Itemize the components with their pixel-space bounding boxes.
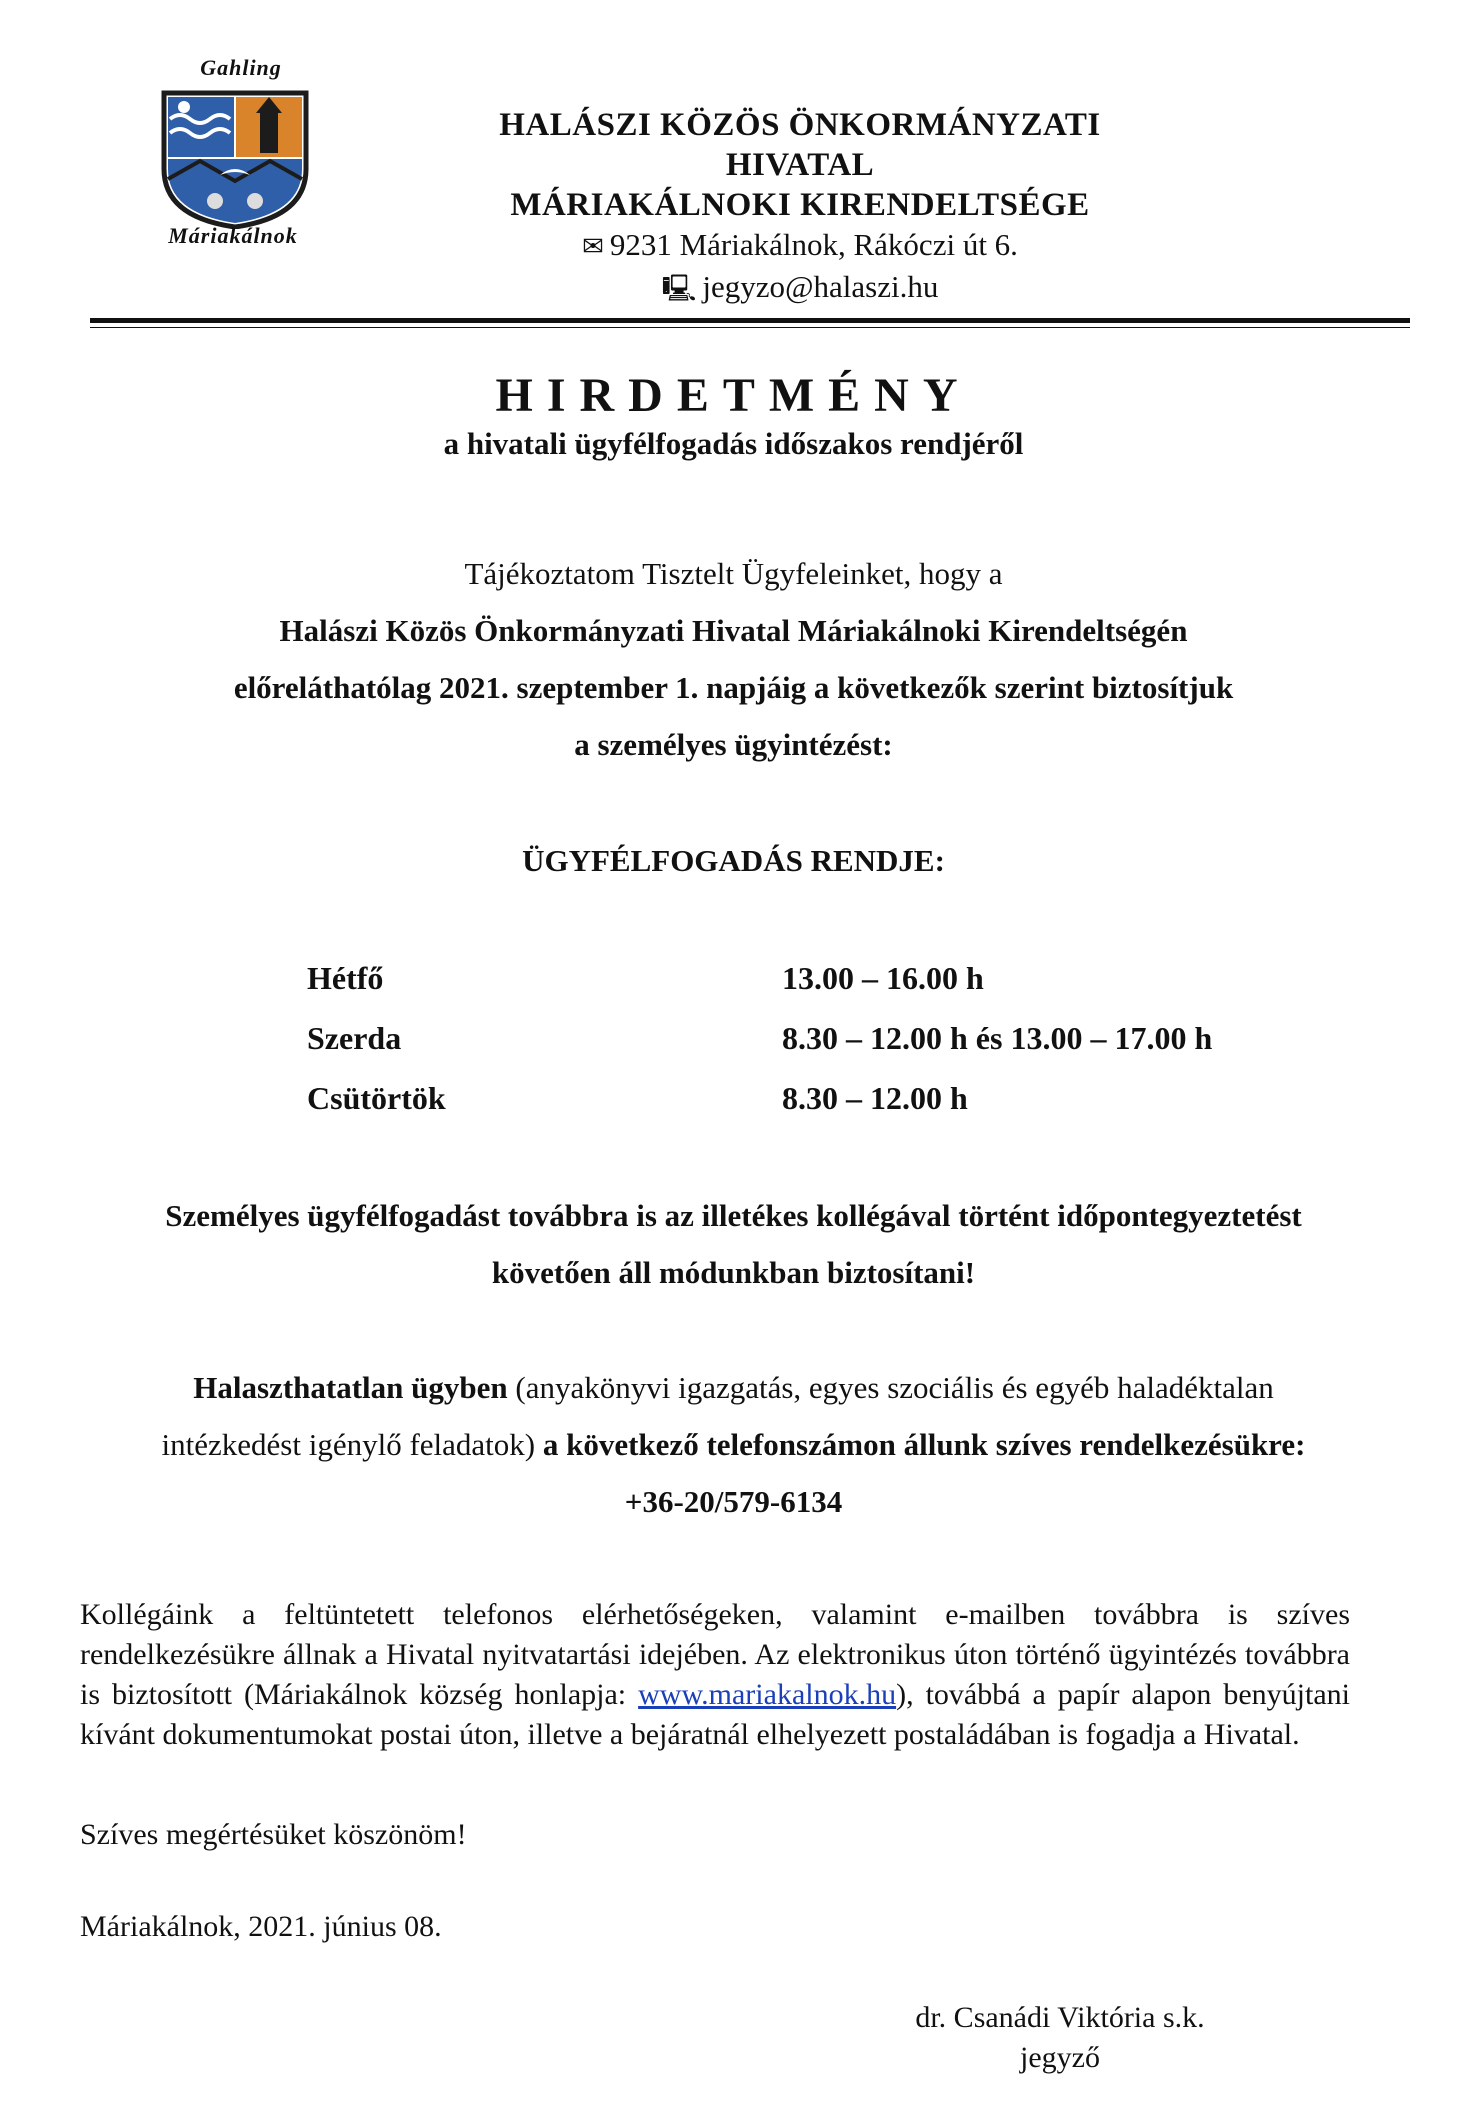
crest-shield-icon	[160, 89, 310, 229]
urgent-bold2: a következő telefonszámon állunk szíves rendelkezésükre:	[535, 1427, 1306, 1462]
email-line	[470, 267, 1130, 309]
address-line	[470, 225, 1130, 267]
appointment-line2: követően áll módunkban biztosítani!	[491, 1255, 976, 1290]
schedule-day: Szerda	[307, 1020, 402, 1056]
schedule-row	[307, 960, 1257, 1020]
schedule-day: Hétfő	[307, 960, 384, 996]
place-date: Máriakálnok, 2021. június 08.	[80, 1910, 442, 1943]
office-name-line2: MÁRIAKÁLNOKI KIRENDELTSÉGE	[510, 187, 1090, 223]
urgent-line1	[0, 1370, 1467, 1406]
address-text: 9231 Máriakálnok, Rákóczi út 6.	[609, 227, 1018, 262]
intro-line4: a személyes ügyintézést:	[574, 727, 893, 762]
signer-title: jegyző	[1020, 2041, 1100, 2074]
office-name-line1: HALÁSZI KÖZÖS ÖNKORMÁNYZATI HIVATAL	[499, 107, 1101, 183]
signer-name: dr. Csanádi Viktória s.k.	[915, 2001, 1205, 2034]
notice-title: HIRDETMÉNY	[495, 369, 972, 422]
computer-icon: 🖳	[661, 274, 697, 304]
envelope-icon: ✉	[582, 232, 604, 262]
schedule-time: 8.30 – 12.00 h és 13.00 – 17.00 h	[782, 1020, 1213, 1056]
coat-of-arms	[148, 55, 318, 265]
crest-top-text: Gahling	[200, 55, 282, 80]
urgent-phone: +36-20/579-6134	[624, 1484, 843, 1519]
urgent-normal2: intézkedést igénylő feladatok)	[161, 1427, 536, 1462]
header-divider-thick	[90, 318, 1410, 323]
schedule-time: 8.30 – 12.00 h	[782, 1080, 968, 1116]
email-text: jegyzo@halaszi.hu	[702, 269, 939, 304]
schedule-heading: ÜGYFÉLFOGADÁS RENDJE:	[522, 843, 945, 878]
notice-subtitle: a hivatali ügyfélfogadás időszakos rendjéről	[443, 426, 1024, 461]
letterhead	[470, 105, 1130, 309]
schedule-row	[307, 1020, 1257, 1080]
schedule-day: Csütörtök	[307, 1080, 446, 1116]
header-divider-thin	[90, 327, 1410, 328]
website-link[interactable]: www.mariakalnok.hu	[638, 1678, 897, 1711]
schedule-table	[307, 960, 1257, 1140]
schedule-time: 13.00 – 16.00 h	[782, 960, 984, 996]
urgent-bold1: Halaszthatatlan ügyben	[193, 1370, 508, 1405]
crest-bottom-text: Máriakálnok	[168, 223, 298, 248]
schedule-row	[307, 1080, 1257, 1140]
colleagues-paragraph	[80, 1595, 1350, 1755]
intro-line2: Halászi Közös Önkormányzati Hivatal Máriakálnoki Kirendeltségén	[279, 613, 1188, 648]
urgent-line2	[0, 1427, 1467, 1463]
colleagues-text-after: ), továbbá a papír alapon benyújtani kívánt dokumentumokat postai úton, illetve a bejáratnál elhelyezett postaládában is fogadja a Hivatal.	[80, 1678, 1350, 1751]
signature-block	[880, 1998, 1240, 2078]
intro-line1: Tájékoztatom Tisztelt Ügyfeleinket, hogy a	[464, 556, 1003, 591]
colleagues-text-before: Kollégáink a feltüntetett telefonos elérhetőségeken, valamint e-mailben továbbra is szíves rendelkezésükre állnak a Hivatal nyitvatartási idejében. Az elektronikus úton történő ügyintézés továbbra is biztosított (Máriakálnok község honlapja:	[80, 1598, 1350, 1711]
appointment-line1: Személyes ügyfélfogadást továbbra is az illetékes kollégával történt időpontegyeztetést	[165, 1198, 1302, 1233]
urgent-normal1: (anyakönyvi igazgatás, egyes szociális és egyéb haladéktalan	[507, 1370, 1274, 1405]
thanks-line: Szíves megértésüket köszönöm!	[80, 1818, 467, 1851]
intro-line3: előreláthatólag 2021. szeptember 1. napjáig a következők szerint biztosítjuk	[233, 670, 1234, 705]
